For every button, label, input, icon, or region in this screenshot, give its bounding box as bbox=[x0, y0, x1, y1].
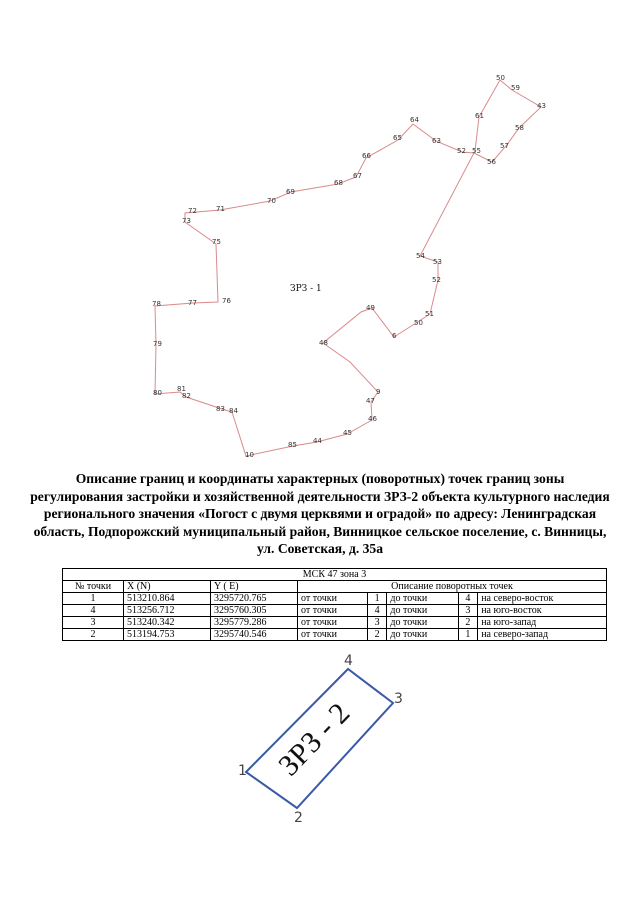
cell-direction: на северо-запад bbox=[478, 629, 607, 641]
point-label: 78 bbox=[152, 300, 161, 308]
point-label: 76 bbox=[222, 297, 231, 305]
cell-y: 3295720.765 bbox=[211, 593, 298, 605]
point-label: 57 bbox=[500, 142, 509, 150]
coordinate-system-caption: МСК 47 зона 3 bbox=[63, 569, 607, 581]
point-label: 46 bbox=[368, 415, 377, 423]
cell-from-n: 1 bbox=[367, 593, 387, 605]
cell-direction: на юго-восток bbox=[478, 605, 607, 617]
point-label: 54 bbox=[416, 252, 425, 260]
cell-x: 513194.753 bbox=[124, 629, 211, 641]
point-label: 47 bbox=[366, 397, 375, 405]
point-label: 3 bbox=[394, 691, 403, 707]
table-row bbox=[63, 617, 607, 629]
cell-to-n: 3 bbox=[458, 605, 478, 617]
point-label: 69 bbox=[286, 188, 295, 196]
point-label: 9 bbox=[376, 388, 381, 396]
cell-point: 2 bbox=[63, 629, 124, 641]
point-label: 4 bbox=[344, 653, 353, 669]
cell-y: 3295760.305 bbox=[211, 605, 298, 617]
point-label: 81 bbox=[177, 385, 186, 393]
header-y: Y ( E) bbox=[211, 581, 298, 593]
zrz1-boundary-line bbox=[155, 80, 541, 456]
point-label: 61 bbox=[475, 112, 484, 120]
point-label: 55 bbox=[472, 147, 481, 155]
point-label: 45 bbox=[343, 429, 352, 437]
header-point: № точки bbox=[63, 581, 124, 593]
point-label: 72 bbox=[188, 207, 197, 215]
point-label: 2 bbox=[294, 810, 303, 826]
point-label: 82 bbox=[182, 392, 191, 400]
point-label: 79 bbox=[153, 340, 162, 348]
point-label: 85 bbox=[288, 441, 297, 449]
point-label: 63 bbox=[432, 137, 441, 145]
zone-label-zrz2: ЗРЗ - 2 bbox=[272, 696, 357, 783]
point-label: 83 bbox=[216, 405, 225, 413]
header-x: X (N) bbox=[124, 581, 211, 593]
cell-point: 4 bbox=[63, 605, 124, 617]
cell-to-n: 1 bbox=[458, 629, 478, 641]
table-header-row bbox=[63, 581, 607, 593]
point-label: 75 bbox=[212, 238, 221, 246]
point-label: 65 bbox=[393, 134, 402, 142]
point-label: 56 bbox=[487, 158, 496, 166]
table-row bbox=[63, 593, 607, 605]
header-description: Описание поворотных точек bbox=[298, 581, 607, 593]
point-label: 48 bbox=[319, 339, 328, 347]
point-label: 43 bbox=[537, 102, 546, 110]
cell-to: до точки bbox=[387, 593, 458, 605]
cell-from: от точки bbox=[298, 593, 368, 605]
point-label: 51 bbox=[425, 310, 434, 318]
cell-point: 1 bbox=[63, 593, 124, 605]
point-label: 59 bbox=[511, 84, 520, 92]
zone-label-zrz1: ЗРЗ - 1 bbox=[290, 284, 322, 294]
document-title: Описание границ и координаты характерных (поворотных) точек границ зоны регулирования застройки и хозяйственной деятельности ЗРЗ-2 объекта культурного наследия регионального значения «Погост с двумя церквями и оградой» по адресу: Ленинградская область, Подпорожский муниципальный район, Винницкое сельское поселение, с. Винницы, ул. Советская, д. 35а bbox=[30, 471, 610, 556]
point-label: 53 bbox=[433, 258, 442, 266]
point-label: 52 bbox=[457, 147, 466, 155]
table-row bbox=[63, 629, 607, 641]
cell-from-n: 3 bbox=[367, 617, 387, 629]
point-label: 66 bbox=[362, 152, 371, 160]
point-label: 84 bbox=[229, 407, 238, 415]
point-label: 52 bbox=[432, 276, 441, 284]
cell-to: до точки bbox=[387, 605, 458, 617]
point-label: 70 bbox=[267, 197, 276, 205]
point-label: 64 bbox=[410, 116, 419, 124]
cell-to: до точки bbox=[387, 629, 458, 641]
cell-point: 3 bbox=[63, 617, 124, 629]
point-label: 58 bbox=[515, 124, 524, 132]
point-label: 50 bbox=[414, 319, 423, 327]
point-label: 80 bbox=[153, 389, 162, 397]
point-label: 73 bbox=[182, 217, 191, 225]
cell-y: 3295779.286 bbox=[211, 617, 298, 629]
cell-from-n: 4 bbox=[367, 605, 387, 617]
point-label: 6 bbox=[392, 332, 397, 340]
cell-to-n: 2 bbox=[458, 617, 478, 629]
cell-from: от точки bbox=[298, 617, 368, 629]
cell-from: от точки bbox=[298, 605, 368, 617]
zrz2-boundary-map bbox=[200, 645, 440, 835]
cell-to: до точки bbox=[387, 617, 458, 629]
point-label: 67 bbox=[353, 172, 362, 180]
table-caption-row bbox=[63, 569, 607, 581]
point-label: 68 bbox=[334, 179, 343, 187]
cell-from-n: 2 bbox=[367, 629, 387, 641]
point-label: 71 bbox=[216, 205, 225, 213]
point-label: 44 bbox=[313, 437, 322, 445]
point-label: 10 bbox=[245, 451, 254, 459]
point-label: 77 bbox=[188, 299, 197, 307]
point-label: 1 bbox=[238, 763, 247, 779]
cell-direction: на северо-восток bbox=[478, 593, 607, 605]
cell-direction: на юго-запад bbox=[478, 617, 607, 629]
cell-to-n: 4 bbox=[458, 593, 478, 605]
cell-x: 513256.712 bbox=[124, 605, 211, 617]
cell-x: 513240.342 bbox=[124, 617, 211, 629]
cell-from: от точки bbox=[298, 629, 368, 641]
coordinates-table bbox=[62, 568, 607, 641]
cell-y: 3295740.546 bbox=[211, 629, 298, 641]
cell-x: 513210.864 bbox=[124, 593, 211, 605]
point-label: 50 bbox=[496, 74, 505, 82]
table-row bbox=[63, 605, 607, 617]
point-label: 49 bbox=[366, 304, 375, 312]
